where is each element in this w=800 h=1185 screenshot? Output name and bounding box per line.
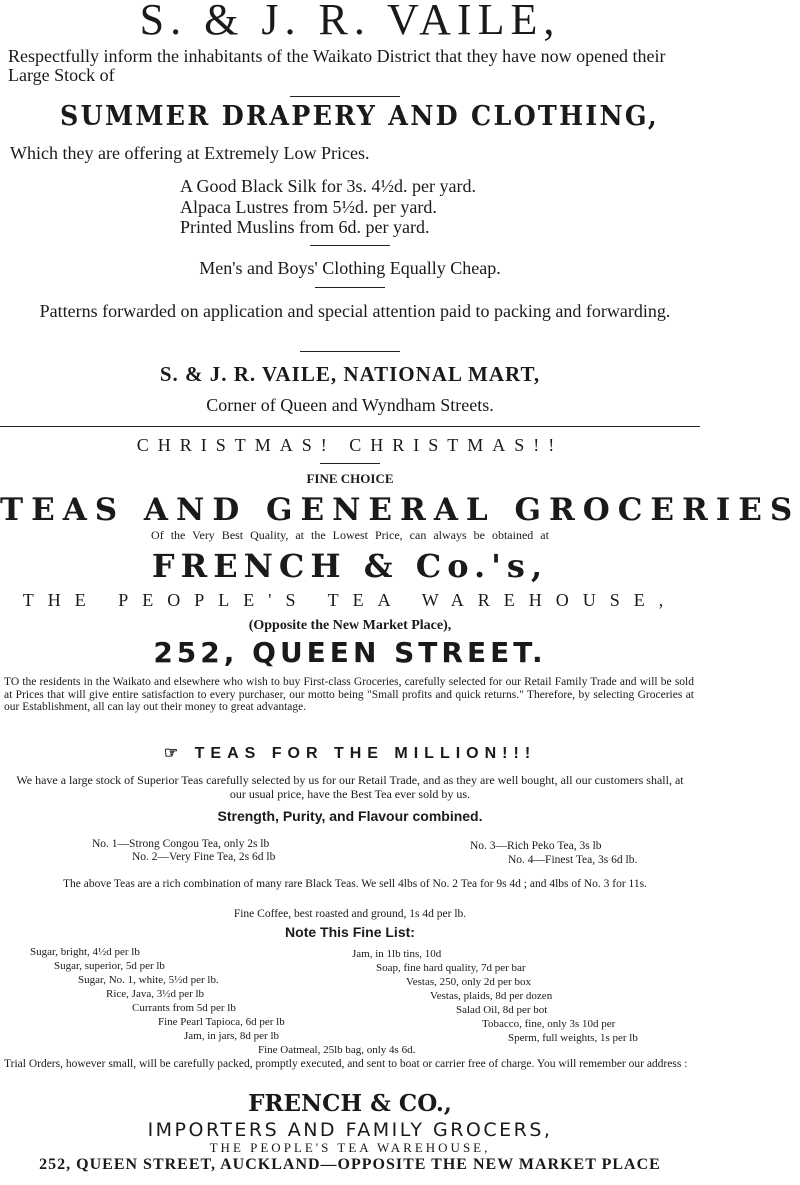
importers-grocers: IMPORTERS AND FAMILY GROCERS, bbox=[147, 1119, 553, 1141]
trial-orders-paragraph: Trial Orders, however small, will be carefully packed, promptly executed, and sent to boat or carrier free of charge. You will remember our address : bbox=[4, 1058, 688, 1070]
list-item: Jam, in jars, 8d per lb bbox=[184, 1030, 280, 1042]
list-item: Rice, Java, 3½d per lb bbox=[106, 988, 205, 1000]
footer-address: 252, QUEEN STREET, AUCKLAND—OPPOSITE THE NEW MARKET PLACE bbox=[39, 1156, 661, 1173]
vaile-item-alpaca: Alpaca Lustres from 5½d. per yard. bbox=[180, 197, 437, 217]
opposite-market: (Opposite the New Market Place), bbox=[248, 618, 452, 633]
list-item: Salad Oil, 8d per bot bbox=[456, 1004, 548, 1016]
coffee-line: Fine Coffee, best roasted and ground, 1s 4d per lb. bbox=[233, 908, 467, 920]
strength-purity-heading: Strength, Purity, and Flavour combined. bbox=[217, 808, 483, 824]
vaile-heading: S. & J. R. VAILE, bbox=[139, 0, 561, 44]
fine-choice: FINE CHOICE bbox=[306, 471, 394, 486]
divider bbox=[290, 96, 400, 97]
peoples-tea-warehouse-footer: THE PEOPLE'S TEA WAREHOUSE, bbox=[209, 1140, 491, 1155]
vaile-drapery-heading: SUMMER DRAPERY AND CLOTHING, bbox=[60, 101, 660, 132]
section-divider bbox=[0, 426, 700, 427]
teas-groceries-heading: TEAS AND GENERAL GROCERIES bbox=[0, 492, 800, 528]
large-stock-paragraph: We have a large stock of Superior Teas carefully selected by us for our Retail Trade, and as they are well bought, all our customers shall, at our usual price, have the Best Tea ever sold by us. bbox=[16, 773, 684, 801]
divider bbox=[320, 463, 380, 464]
vaile-item-muslins: Printed Muslins from 6d. per yard. bbox=[180, 217, 430, 237]
vaile-patterns: Patterns forwarded on application and special attention paid to packing and forwarding. bbox=[39, 301, 671, 321]
list-item: Vestas, plaids, 8d per dozen bbox=[430, 990, 553, 1002]
vaile-national-mart: S. & J. R. VAILE, NATIONAL MART, bbox=[159, 362, 541, 386]
list-item: Sugar, superior, 5d per lb bbox=[54, 960, 165, 972]
vaile-mens-clothing: Men's and Boys' Clothing Equally Cheap. bbox=[199, 258, 501, 278]
list-item: Sperm, full weights, 1s per lb bbox=[508, 1032, 638, 1044]
peoples-tea-warehouse: THE PEOPLE'S TEA WAREHOUSE, bbox=[22, 590, 678, 610]
queen-street-address: 252, QUEEN STREET. bbox=[153, 636, 547, 669]
list-item: Vestas, 250, only 2d per box bbox=[406, 976, 531, 988]
residents-paragraph: TO the residents in the Waikato and elsewhere who wish to buy First-class Groceries, carefully selected for our Retail Family Trade and will be sold at Prices that will give entire satisfaction to every purchaser, our motto being "Small profits and quick returns." Therefore, by selecting Groceries at our Establishment, all can lay out their money to great advantage. bbox=[4, 676, 694, 713]
divider bbox=[310, 245, 390, 246]
vaile-offering: Which they are offering at Extremely Low Prices. bbox=[10, 143, 370, 163]
note-fine-list: Note This Fine List: bbox=[285, 924, 415, 940]
list-item: Sugar, bright, 4½d per lb bbox=[30, 946, 140, 958]
french-co-name: FRENCH & Co.'s, bbox=[151, 547, 549, 585]
list-item: Fine Oatmeal, 25lb bag, only 4s 6d. bbox=[258, 1044, 416, 1056]
tea-item: No. 4—Finest Tea, 3s 6d lb. bbox=[508, 854, 638, 866]
list-item: Jam, in 1lb tins, 10d bbox=[352, 948, 442, 960]
quality-line: Of the Very Best Quality, at the Lowest Price, can always be obtained at bbox=[151, 528, 549, 542]
list-item: Tobacco, fine, only 3s 10d per bbox=[482, 1018, 616, 1030]
list-item: Fine Pearl Tapioca, 6d per lb bbox=[158, 1016, 285, 1028]
vaile-intro: Respectfully inform the inhabitants of the Waikato District that they have now opened their Large Stock of bbox=[8, 46, 666, 85]
list-item: Currants from 5d per lb bbox=[132, 1002, 236, 1014]
divider bbox=[300, 351, 400, 352]
divider bbox=[315, 287, 385, 288]
tea-item: No. 2—Very Fine Tea, 2s 6d lb bbox=[132, 851, 276, 863]
vaile-corner-address: Corner of Queen and Wyndham Streets. bbox=[206, 395, 494, 415]
above-teas-paragraph: The above Teas are a rich combination of many rare Black Teas. We sell 4lbs of No. 2 Tea for 9s 4d ; and 4lbs of No. 3 for 11s. bbox=[63, 878, 647, 890]
vaile-item-silk: A Good Black Silk for 3s. 4½d. per yard. bbox=[180, 176, 476, 196]
tea-item: No. 3—Rich Peko Tea, 3s lb bbox=[470, 840, 602, 852]
teas-for-million: ☞ TEAS FOR THE MILLION!!! bbox=[163, 745, 537, 762]
french-co-name-footer: FRENCH & CO., bbox=[248, 1090, 452, 1117]
tea-item: No. 1—Strong Congou Tea, only 2s lb bbox=[92, 838, 270, 850]
list-item: Sugar, No. 1, white, 5½d per lb. bbox=[78, 974, 219, 986]
list-item: Soap, fine hard quality, 7d per bar bbox=[376, 962, 526, 974]
christmas-heading: CHRISTMAS! CHRISTMAS!! bbox=[136, 435, 564, 455]
